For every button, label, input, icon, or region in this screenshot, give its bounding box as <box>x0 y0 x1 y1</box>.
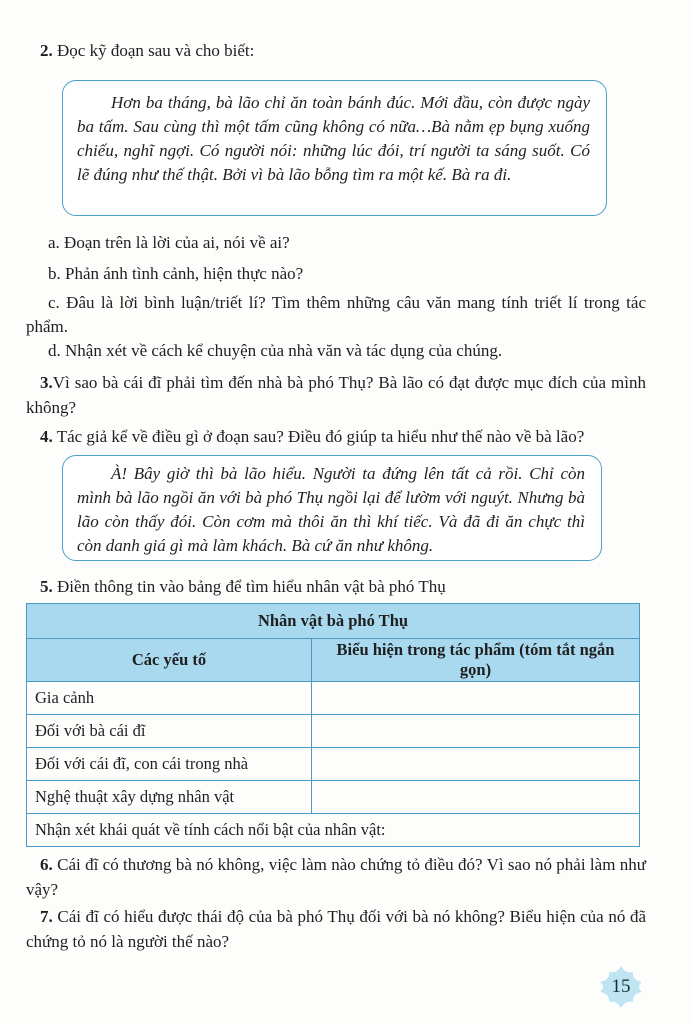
question-text: Cái đĩ có hiểu được thái độ của bà phó Thụ đối với bà nó không? Biểu hiện của nó đã chứng tỏ nó là người thế nào? <box>26 907 646 951</box>
question-number: 7. <box>40 907 53 926</box>
row-label: Đối với cái đĩ, con cái trong nhà <box>27 748 312 781</box>
excerpt-box-2 <box>62 455 602 561</box>
answer-cell[interactable] <box>312 748 640 781</box>
table-row <box>27 682 640 715</box>
question-number: 3. <box>40 373 53 392</box>
sub-question-a: a. Đoạn trên là lời của ai, nói về ai? <box>48 233 290 252</box>
question-number: 5. <box>40 577 53 596</box>
question-3 <box>26 370 646 420</box>
question-4 <box>40 424 680 449</box>
sub-question-b: b. Phản ánh tình cảnh, hiện thực nào? <box>48 264 304 283</box>
table-footer-row <box>27 814 640 847</box>
sub-question-c: c. Đâu là lời bình luận/triết lí? Tìm thêm những câu văn mang tính triết lí trong tác phẩm. <box>26 293 646 336</box>
excerpt-text: À! Bây giờ thì bà lão hiểu. Người ta đứng lên tất cả rồi. Chỉ còn mình bà lão ngồi ăn với bà phó Thụ ngồi lại để lườm với nguýt. Nhưng bà lão còn thấy đói. Còn cơm mà thôi ăn thì khí tiếc. Và đã đi ăn chực thì còn danh giá gì mà làm khách. Bà cứ ăn như không. <box>77 464 585 555</box>
column-header-factors: Các yếu tố <box>27 639 312 682</box>
answer-cell[interactable] <box>312 682 640 715</box>
page-number-badge <box>596 966 646 1008</box>
row-label: Nghệ thuật xây dựng nhân vật <box>27 781 312 814</box>
table-row <box>27 715 640 748</box>
question-text: Đọc kỹ đoạn sau và cho biết: <box>52 41 255 60</box>
summary-label: Nhận xét khái quát về tính cách nổi bật của nhân vật: <box>27 814 640 847</box>
sub-question-d: d. Nhận xét về cách kể chuyện của nhà văn và tác dụng của chúng. <box>48 341 503 360</box>
question-text: Tác giả kể về điều gì ở đoạn sau? Điều đó giúp ta hiểu như thế nào về bà lão? <box>52 427 585 446</box>
question-number: 2. <box>40 41 53 60</box>
question-7 <box>26 904 646 954</box>
column-header-expression: Biểu hiện trong tác phẩm (tóm tắt ngắn gọn) <box>312 639 640 682</box>
excerpt-box-1 <box>62 80 607 216</box>
table-title: Nhân vật bà phó Thụ <box>27 604 640 639</box>
table-row <box>27 748 640 781</box>
page-number: 15 <box>611 976 631 997</box>
question-5 <box>40 574 660 599</box>
question-number: 6. <box>40 855 53 874</box>
question-6 <box>26 852 646 902</box>
question-text: Cái đĩ có thương bà nó không, việc làm nào chứng tỏ điều đó? Vì sao nó phải làm như vậy? <box>26 855 646 899</box>
question-text: Điền thông tin vào bảng để tìm hiểu nhân vật bà phó Thụ <box>52 577 446 596</box>
answer-cell[interactable] <box>312 781 640 814</box>
excerpt-text: Hơn ba tháng, bà lão chỉ ăn toàn bánh đúc. Mới đầu, còn được ngày ba tấm. Sau cùng thì một tấm cũng không có nữa…Bà nằm ẹp bụng xuống chiếu, nghĩ ngợi. Có người nói: những lúc đói, trí người ta sáng suốt. Có lẽ đúng như thế thật. Bởi vì bà lão bỗng tìm ra một kế. Bà ra đi. <box>77 93 590 184</box>
character-table <box>26 603 640 847</box>
row-label: Đối với bà cái đĩ <box>27 715 312 748</box>
question-2 <box>40 38 660 63</box>
table-row <box>27 781 640 814</box>
row-label: Gia cảnh <box>27 682 312 715</box>
question-text: Vì sao bà cái đĩ phải tìm đến nhà bà phó Thụ? Bà lão có đạt được mục đích của mình không? <box>26 373 646 417</box>
answer-cell[interactable] <box>312 715 640 748</box>
question-number: 4. <box>40 427 53 446</box>
